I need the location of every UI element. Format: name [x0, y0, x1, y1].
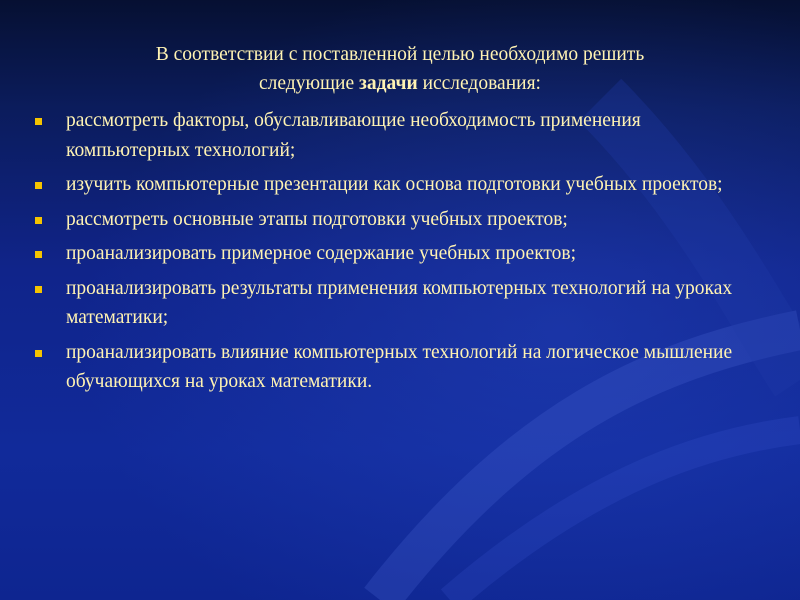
task-text: рассмотреть факторы, обуславливающие необходимость применения компьютерных технологий;: [66, 110, 641, 161]
intro-text: [40, 40, 760, 98]
square-bullet-icon: [35, 286, 42, 293]
square-bullet-icon: [35, 118, 42, 125]
intro-line-2: [40, 69, 760, 98]
task-item: [66, 239, 746, 269]
task-text: проанализировать результаты применения компьютерных технологий на уроках математики;: [66, 277, 733, 328]
task-item: [66, 274, 746, 333]
task-item: [66, 205, 746, 235]
task-item: [66, 170, 746, 200]
task-item: [66, 106, 746, 165]
square-bullet-icon: [35, 350, 42, 357]
task-text: рассмотреть основные этапы подготовки учебных проектов;: [66, 208, 568, 230]
task-item: [66, 338, 746, 397]
task-text: проанализировать примерное содержание учебных проектов;: [66, 243, 577, 264]
intro-line-2-before: следующие: [259, 73, 360, 94]
square-bullet-icon: [35, 251, 42, 258]
task-list: [66, 106, 746, 402]
task-text: изучить компьютерные презентации как основа подготовки учебных проектов;: [66, 174, 723, 195]
intro-line-2-after: исследования:: [417, 73, 541, 94]
intro-line-1: В соответствии с поставленной целью необходимо решить: [155, 44, 645, 65]
square-bullet-icon: [35, 217, 42, 224]
square-bullet-icon: [35, 182, 42, 189]
task-text: проанализировать влияние компьютерных технологий на логическое мышление обучающихся на уроках математики.: [66, 341, 733, 392]
intro-keyword: задачи: [359, 73, 418, 94]
